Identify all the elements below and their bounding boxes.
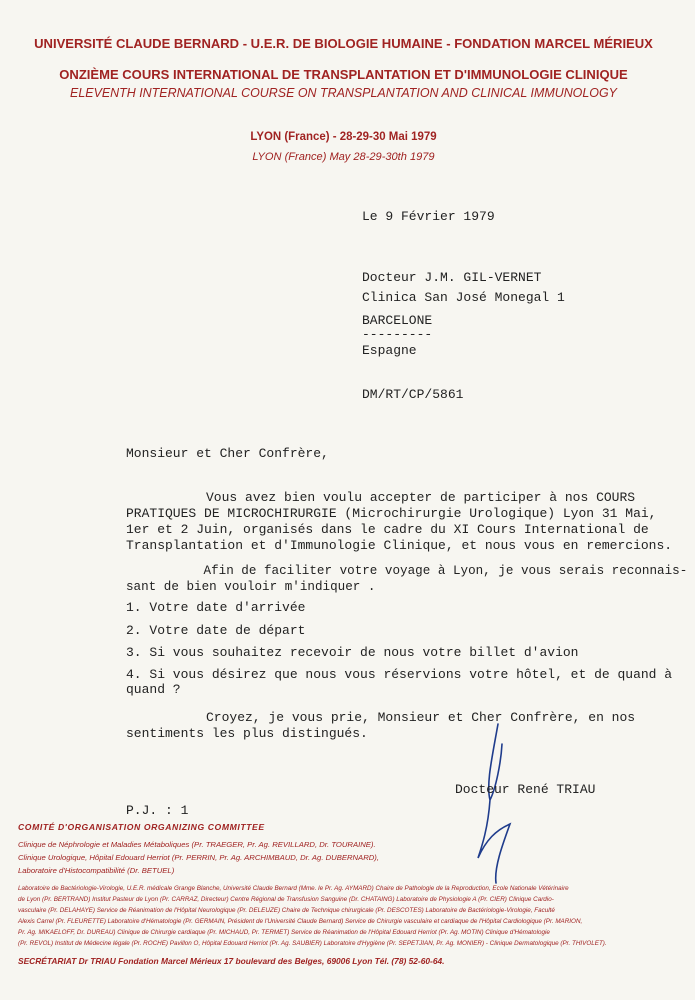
labs-line: (Pr. REVOL) Institut de Médecine légale (Pr. ROCHE) Pavillon O, Hôpital Edouard Herriot (Pr. Ag. SAUBIER) Laboratoire d'Hygiène (Pr. SEPETJIAN, Pr. Ag. MONIER) - Clinique Dermatologique (Pr. THIVOLET). bbox=[18, 940, 607, 947]
labs-line: Laboratoire de Bactériologie-Virologie, U.E.R. médicale Grange Blanche, Université Claude Bernard (Mme. le Pr. Ag. AYMARD) Chaire de Pathologie de la Reproduction, Ecole Nationale Vétérinaire bbox=[18, 885, 569, 892]
committee-line: Clinique Urologique, Hôpital Edouard Herriot (Pr. PERRIN, Pr. Ag. ARCHIMBAUD, Dr. Ag. DUBERNARD), bbox=[18, 853, 379, 862]
secretariat-line: SECRÉTARIAT Dr TRIAU Fondation Marcel Mérieux 17 boulevard des Belges, 69006 Lyon Tél. (78) 52-60-64. bbox=[18, 956, 445, 966]
labs-line: vasculaire (Pr. DELAHAYE) Service de Réanimation de l'Hôpital Neurologique (Pr. DELEUZE) Chaire de Technique chirurgicale (Pr. DESCOTES) Laboratoire de Bactériologie-Virologie, Faculté bbox=[18, 907, 555, 914]
text-line: Vous avez bien voulu accepter de participer à nos COURS bbox=[206, 490, 636, 505]
header-dates-fr: LYON (France) - 28-29-30 Mai 1979 bbox=[250, 130, 437, 143]
labs-line: de Lyon (Pr. BERTRAND) Institut Pasteur de Lyon (Pr. CARRAZ, Directeur) Centre Régional de Transfusion Sanguine (Dr. CHATAING) Laboratoire de Physiologie A (Pr. CIER) Clinique Cardio- bbox=[18, 896, 554, 903]
labs-line: Alexis Carrel (Pr. FLEURETTE) Laboratoire d'Hématologie (Pr. GERMAIN, Président de l'Université Claude Bernard) Service de Chirurgie vasculaire et cardiaque de l'Hôpital Cardiologique (Pr. MARION, bbox=[18, 918, 583, 925]
list-item: 2. Votre date de départ bbox=[126, 623, 306, 638]
text-line: 1er et 2 Juin, organisés dans le cadre du XI Cours International de bbox=[126, 522, 649, 537]
header-institutions: UNIVERSITÉ CLAUDE BERNARD - U.E.R. DE BIOLOGIE HUMAINE - FONDATION MARCEL MÉRIEUX bbox=[34, 36, 653, 51]
text-line: Croyez, je vous prie, Monsieur et Cher Confrère, en nos bbox=[206, 710, 636, 725]
committee-line: Clinique de Néphrologie et Maladies Métaboliques (Pr. TRAEGER, Pr. Ag. REVILLARD, Dr. TOURAINE). bbox=[18, 840, 376, 849]
committee-title: COMITÉ D'ORGANISATION ORGANIZING COMMITTEE bbox=[18, 822, 265, 832]
header-dates-en: LYON (France) May 28-29-30th 1979 bbox=[252, 151, 435, 163]
list-item: 1. Votre date d'arrivée bbox=[126, 600, 306, 615]
list-item: 3. Si vous souhaitez recevoir de nous votre billet d'avion bbox=[126, 645, 579, 660]
header-course-title-en: ELEVENTH INTERNATIONAL COURSE ON TRANSPLANTATION AND CLINICAL IMMUNOLOGY bbox=[70, 86, 617, 100]
paragraph-1 bbox=[126, 490, 672, 554]
closing bbox=[126, 710, 635, 742]
text-line: PRATIQUES DE MICROCHIRURGIE (Microchirurgie Urologique) Lyon 31 Mai, bbox=[126, 506, 657, 521]
address-line: Docteur J.M. GIL-VERNET bbox=[362, 270, 542, 285]
list-item: 4. Si vous désirez que nous vous réservions votre hôtel, et de quand à bbox=[126, 667, 673, 682]
text-line: sentiments les plus distingués. bbox=[126, 726, 368, 741]
list-item-continued: quand ? bbox=[126, 682, 181, 697]
signer-name: Docteur René TRIAU bbox=[455, 782, 596, 797]
committee-line: Laboratoire d'Histocompatibilité (Dr. BETUEL) bbox=[18, 866, 175, 875]
text-line: Transplantation et d'Immunologie Clinique, et nous vous en remercions. bbox=[126, 538, 673, 553]
salutation: Monsieur et Cher Confrère, bbox=[126, 446, 329, 461]
reference: DM/RT/CP/5861 bbox=[362, 387, 464, 402]
address-line: Clinica San José Monegal 1 bbox=[362, 290, 565, 305]
address-line: Espagne bbox=[362, 343, 417, 358]
address-underline: --------- bbox=[362, 327, 433, 342]
text-line: sant de bien vouloir m'indiquer . bbox=[126, 579, 376, 594]
signature-stroke bbox=[466, 718, 536, 888]
paragraph-2 bbox=[126, 563, 687, 595]
letter-date: Le 9 Février 1979 bbox=[362, 209, 495, 224]
enclosure: P.J. : 1 bbox=[126, 803, 189, 818]
header-course-title-fr: ONZIÈME COURS INTERNATIONAL DE TRANSPLANTATION ET D'IMMUNOLOGIE CLINIQUE bbox=[59, 67, 628, 82]
address-line: BARCELONE bbox=[362, 313, 433, 328]
labs-line: Pr. Ag. MIKAELOFF, Dr. DUREAU) Clinique de Chirurgie cardiaque (Pr. MICHAUD, Pr. TERMET) Service de Réanimation de l'Hôpital Edouard Herriot (Pr. Ag. MOTIN) Clinique d'Hématologie bbox=[18, 929, 550, 936]
text-line: Afin de faciliter votre voyage à Lyon, je vous serais reconnais- bbox=[203, 563, 688, 578]
